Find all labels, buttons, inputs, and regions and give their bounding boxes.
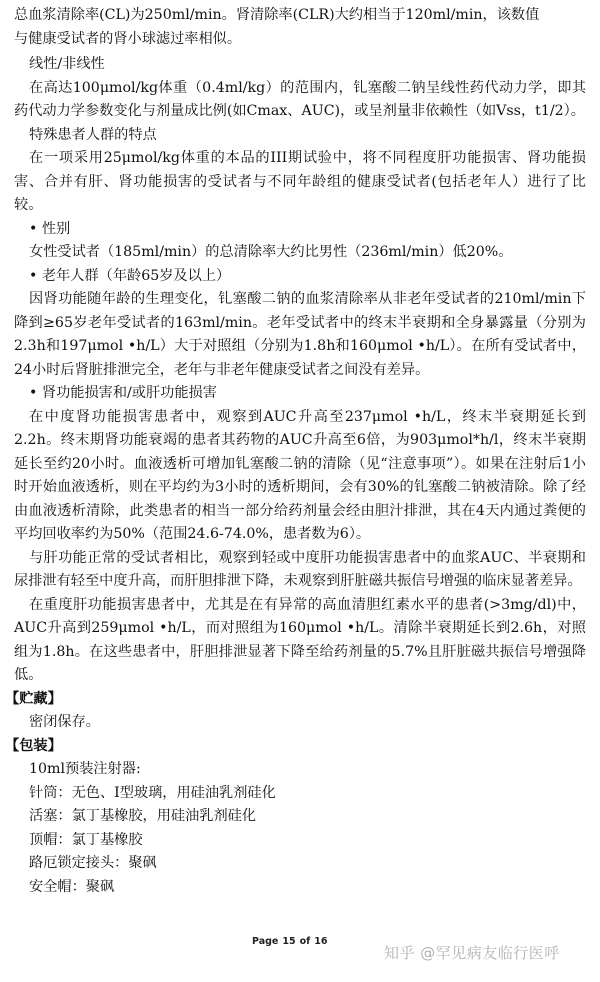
paragraph-gender: 女性受试者（185ml/min）的总清除率大约比男性（236ml/min）低20%。 [29,244,513,260]
paragraph-hepatic: 与肝功能正常的受试者相比，观察到轻或中度肝功能损害患者中的血浆AUC、半衰期和尿排泄有轻至中度升高，而肝胆排泄下降，未观察到肝脏磁共振信号增强的临床显著差异。 [14,549,586,589]
bullet-renal-hepatic: • 肾功能损害和/或肝功能损害 [29,385,217,401]
paragraph-renal: 在中度肾功能损害患者中，观察到AUC升高至237μmol •h/L，终末半衰期延长到2.2h。终末期肾功能衰竭的患者其药物的AUC升高至6倍，为903μmol*h/l，终末半衰期延长至约20小时。血液透析可增加钆塞酸二钠的清除（见“注意事项”）。如果在注射后1小时开始血液透析，则在平均约为3小时的透析期间，会有30%的钆塞酸二钠被清除。除了经由血液透析清除，此类患者的相当一部分给药剂量会经由胆汁排泄，其在4天内通过粪便的平均回收率约为50%（范围24.6-74.0%，患者数为6）。 [14,408,586,542]
package-item: 活塞：氯丁基橡胶，用硅油乳剂硅化 [29,808,257,824]
bullet-elderly: • 老年人群（年龄65岁及以上） [29,267,231,284]
paragraph-severe-hepatic: 在重度肝功能损害患者中，尤其是在有异常的高血清胆红素水平的患者(>3mg/dl)中，AUC升高到259μmol •h/L，而对照组为160μmol •h/L。清除半衰期延长到2.6h，对照组为1.8h。在这些患者中，肝胆排泄显著下降至给药剂量的5.7%且肝脏磁共振信号增强降低。 [14,596,586,683]
package-item: 路厄锁定接头：聚砜 [29,855,157,871]
text-line: 总血浆清除率(CL)为250ml/min。肾清除率(CLR)大约相当于120ml/min，该数值 [14,7,540,23]
package-item: 10ml预装注射器: [29,761,141,777]
page-footer [0,934,600,964]
package-item: 顶帽：氯丁基橡胶 [29,831,143,848]
section-heading-storage: 【贮藏】 [5,690,62,707]
paragraph-elderly: 因肾功能随年龄的生理变化，钆塞酸二钠的血浆清除率从非老年受试者的210ml/min下降到≥65岁老年受试者的163ml/min。老年受试者中的终末半衰期和全身暴露量（分别为2.3h和197μmol •h/L）大于对照组（分别为1.8h和160μmol •h/L）。在所有受试者中，24小时后肾脏排泄完全，老年与非老年健康受试者之间没有差异。 [14,291,586,378]
watermark: 知乎 @罕见病友临行医呼 [384,944,560,962]
package-item: 针筒：无色、I型玻璃，用硅油乳剂硅化 [29,784,276,801]
storage-text: 密闭保存。 [29,714,100,730]
paragraph-special-populations: 在一项采用25μmol/kg体重的本品的III期试验中，将不同程度肝功能损害、肾功能损害、合并有肝、肾功能损害的受试者与不同年龄组的健康受试者(包括老年人）进行了比较。 [14,150,586,213]
section-heading-package: 【包装】 [5,737,62,754]
subheading-special-populations: 特殊患者人群的特点 [29,126,157,143]
page-number: Page 15 of 16 [252,936,328,947]
bullet-gender: • 性别 [29,220,71,237]
package-item: 安全帽：聚砜 [29,878,115,895]
paragraph-linearity: 在高达100μmol/kg体重（0.4ml/kg）的范围内，钆塞酸二钠呈线性药代动力学，即其药代动力学参数变化与剂量成比例(如Cmax、AUC)，或呈剂量非依赖性（如Vss，t1/2）。 [14,79,586,119]
document-page [5,0,586,899]
subheading-linearity: 线性/非线性 [29,56,105,72]
text-line: 与健康受试者的肾小球滤过率相似。 [14,30,242,47]
